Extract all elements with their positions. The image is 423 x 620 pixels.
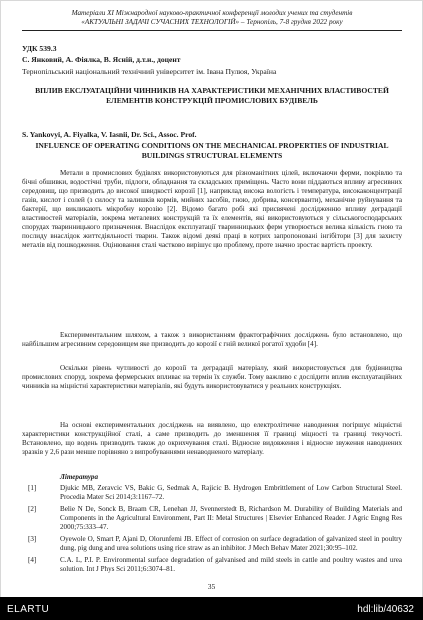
repository-name: ELARTU: [7, 604, 50, 615]
udk-code: УДК 539.3: [22, 44, 57, 53]
reference-number: [3]: [28, 535, 37, 544]
authors-uk: С. Янковий, А. Фіялка, В. Ясній, д.т.н., доцент: [22, 55, 181, 64]
conference-header-line-1: Матеріали XI Міжнародної науково-практичної конференції молодих учених та студентів: [71, 9, 353, 17]
handle-id: hdl:lib/40632: [357, 604, 414, 615]
conference-header: [23, 9, 401, 27]
title-en: INFLUENCE OF OPERATING CONDITIONS ON THE MECHANICAL PROPERTIES OF INDUSTRIAL BUILDINGS STRUCTURAL ELEMENTS: [35, 141, 389, 160]
reference-number: [4]: [28, 556, 37, 565]
reference-number: [2]: [28, 505, 37, 514]
reference-item: [22, 505, 402, 532]
body-paragraph: Експериментальним шляхом, а також з використанням фрактографічних досліджень було встановлено, що найбільшим агресивним середовищем яке призводить до корозії є гній великої рогатої худоби [4].: [22, 331, 402, 349]
authors-en: S. Yankovyi, A. Fiyalka, V. Iasnii, Dr. Sci., Assoc. Prof.: [22, 130, 197, 139]
body-paragraph: На основі експериментальних досліджень на виявлено, що електролітичне наводнення погіршує міцністні характеристики конструкційної сталі, а саме призводить до зменшення її границі міцності та границі текучості. Встановлено, що водень призводить також до окрихчування сталі. Відносне видовження і відносне звуження наводнених зразків у 2,6 рази менше порівняно з випробуваннями ненаводненого матеріалу.: [22, 421, 402, 457]
affiliation: Тернопільський національний технічний університет ім. Івана Пулюя, Україна: [22, 67, 277, 76]
title-uk: ВПЛИВ ЕКСЛУАТАЦІЙНИ ЧИННИКІВ НА ХАРАКТЕРИСТИКИ МЕХАНІЧНИХ ВЛАСТИВОСТЕЙ ЕЛЕМЕНТІВ КОНСТРУКЦІЙ ПРОМИСЛОВИХ БУДІВЕЛЬ: [35, 86, 389, 105]
reference-text: C.A. L, P.I. P. Environmental surface degradation of galvanised and mild steels in cattle and poultry wastes and urea solution. Int J Phys Sci 2011;6:3074–81.: [60, 556, 402, 574]
body-paragraph: Оскільки рівень чутливості до корозії та деградації матеріалу, який використовується для будівництва промислових споруд, зокрема фермерських впливає на термін їх служби. Тому важливо є дослідити вплив експлуатаційних чинників на міцністні характеристики матеріалів, які будуть використовуватися у реальних конструкціях.: [22, 364, 402, 391]
reference-number: [1]: [28, 484, 37, 492]
header-divider: [22, 30, 402, 31]
reference-item: [22, 484, 402, 502]
reference-text: Oyewole O, Smart P, Ajani D, Olorunfemi JB. Effect of corrosion on surface degradation of galvanized steel in poultry dung, pig dung and urea solutions using rice straw as an inhibitor. J Mech Behav Mater 2021;30:95–102.: [60, 535, 402, 553]
reference-text: Djukic MB, Zeravcic VS, Bakic G, Sedmak A, Rajicic B. Hydrogen Embrittlement of Low Carbon Structural Steel. Procedia Mater Sci 2014;3:1167–72.: [60, 484, 402, 502]
page-number: 35: [207, 582, 216, 591]
conference-header-line-2: «АКТУАЛЬНІ ЗАДАЧІ СУЧАСНИХ ТЕХНОЛОГІЙ» – Тернопіль, 7-8 грудня 2022 року: [81, 18, 343, 26]
reference-text: Belie N De, Sonck B, Braam CR, Lenehan JJ, Svennerstedt B, Richardson M. Durability of Building Materials and Components in the Agricultural Environment, Part II: Metal Structures | Elsevier Enhanced Reader. J Agric Engng Res 2000;75:333–47.: [60, 505, 402, 532]
body-paragraph: Метали в промислових будівлях використовуються для різноманітних цілей, включаючи ферми, покрівлю та бічні обшивки, водостічні труби, підлоги, обладнання та складських приміщень. Часто вони піддаються впливу агресивних середовищ, що призводить до високої швидкості корозії [1], наприклад висока вологість і температура, високаконцентрації газів, кислот і солей (з силосу та залишків кормів, мийних засобів, гною, добрива, консерванти), механічне руйнування та бактерії, що викликають мікробну корозію [2]. Відомо багато робі які присвячені дослідженню впливу деградації властивостей матеріалів, зокрема металевих конструкцій та їх елементів, які використовуються у сільськогосподарських спорудах тваринницького призначення. Внаслідок експлуатації тваринницьких ферм утворюється велика кількість гною та послиду внаслідок життєдіяльності тварин. Також відомі деякі праці в котрих запропоновані інгібітори [3] для захисту металів від пошкодження. Оцінювання сталі частково вирішує цю проблему, проте значно зростає вартість проекту.: [22, 169, 402, 250]
reference-list: [22, 484, 402, 577]
literature-heading: Література: [60, 473, 98, 481]
reference-item: [22, 556, 402, 574]
reference-item: [22, 535, 402, 553]
